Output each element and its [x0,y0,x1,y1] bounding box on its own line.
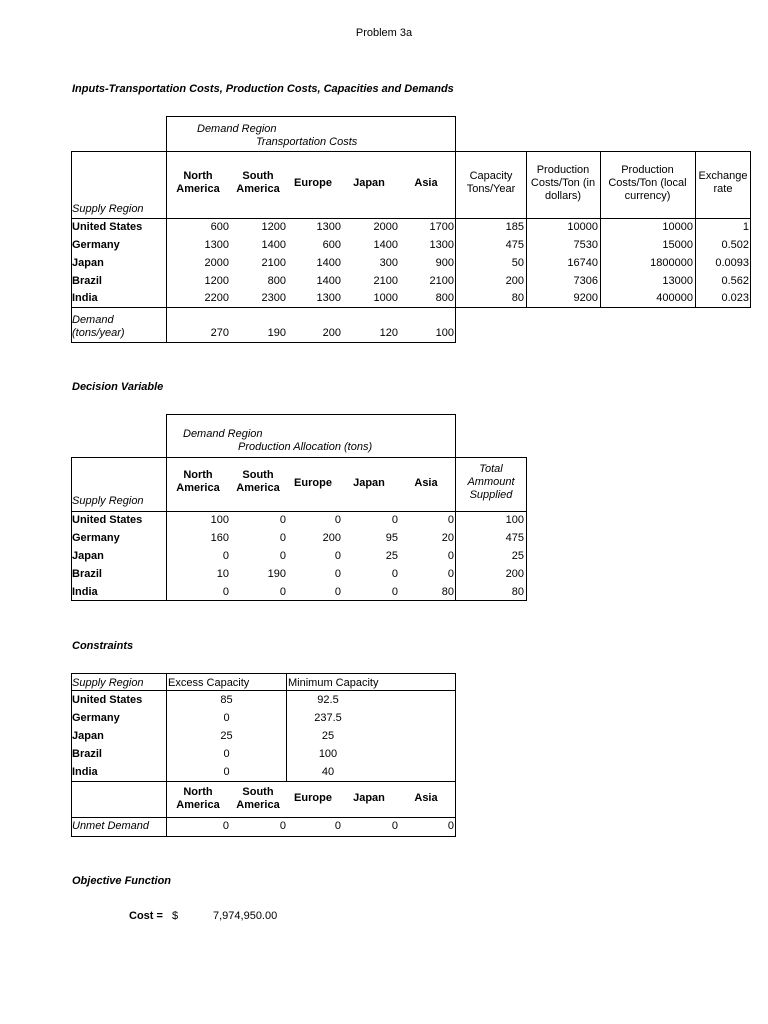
transport-cost-cell: 2000 [204,257,229,269]
unmet-demand-cell: 0 [391,820,398,832]
transport-cost-cell: 1200 [261,221,286,233]
supply-region-name: United States [72,514,143,526]
excess-capacity-label: Excess Capacity [168,677,250,689]
transport-cost-cell: 1300 [316,292,341,304]
unmet-demand-cell: 0 [447,820,454,832]
transport-cost-cell: 2100 [261,257,286,269]
demand-cell: 200 [322,327,341,339]
total-amount-label: Total Ammount Supplied [467,463,515,501]
prod-cost-local-cell: 15000 [662,239,693,251]
allocation-cell: 0 [279,586,286,598]
cost-value: 7,974,950.00 [213,910,278,922]
col-capacity: Capacity Tons/Year [466,170,516,195]
capacity-cell: 50 [511,257,524,269]
col-prod-local: Production Costs/Ton (local currency) [608,164,687,202]
decision-supply-region-label: Supply Region [72,495,144,507]
excess-capacity-cell: 85 [220,694,233,706]
minimum-capacity-cell: 25 [321,730,335,742]
supply-region-name: United States [72,694,143,706]
total-supplied-cell: 200 [505,568,524,580]
decision-col-japan: Japan [353,477,385,489]
minimum-capacity-cell: 40 [321,766,335,778]
constraints-col-asia: Asia [414,792,438,804]
allocation-cell: 0 [279,550,286,562]
allocation-cell: 0 [391,568,398,580]
demand-label: Demand [72,314,114,326]
transport-cost-cell: 2100 [429,275,454,287]
minimum-capacity-cell: 92.5 [317,694,339,706]
prod-cost-local-cell: 10000 [662,221,693,233]
exchange-rate-cell: 0.0093 [715,257,749,269]
constraints-col-south-america: South America [236,786,280,811]
transport-cost-cell: 900 [435,257,454,269]
allocation-cell: 0 [334,586,341,598]
transport-cost-cell: 1200 [204,275,229,287]
transport-cost-cell: 1300 [204,239,229,251]
capacity-cell: 475 [505,239,524,251]
allocation-cell: 0 [334,550,341,562]
total-supplied-cell: 100 [505,514,524,526]
currency-symbol: $ [172,910,179,922]
supply-region-name: Japan [72,550,104,562]
allocation-cell: 10 [216,568,229,580]
transport-cost-cell: 800 [435,292,454,304]
demand-cell: 100 [435,327,454,339]
constraints-heading: Constraints [72,640,134,652]
allocation-cell: 0 [222,550,229,562]
minimum-capacity-cell: 100 [318,748,338,760]
excess-capacity-cell: 0 [223,712,230,724]
transport-cost-cell: 2200 [204,292,229,304]
prod-cost-usd-cell: 7306 [573,275,598,287]
inputs-heading: Inputs-Transportation Costs, Production Costs, Capacities and Demands [72,83,454,95]
supply-region-name: Japan [72,257,104,269]
exchange-rate-cell: 0.502 [721,239,749,251]
transport-cost-cell: 600 [322,239,341,251]
demand-region-label: Demand Region [197,123,277,135]
total-supplied-cell: 80 [511,586,524,598]
transport-cost-cell: 2000 [373,221,398,233]
decision-col-asia: Asia [414,477,438,489]
decision-col-north-america: North America [176,469,220,494]
supply-region-name: Brazil [72,568,102,580]
excess-capacity-cell: 25 [220,730,233,742]
minimum-capacity-label: Minimum Capacity [288,677,379,689]
col-north-america: North America [176,170,220,195]
supply-region-name: Germany [72,239,120,251]
transport-cost-cell: 1300 [429,239,454,251]
supply-region-name: United States [72,221,143,233]
col-exchange: Exchange rate [698,170,748,195]
col-europe: Europe [294,177,332,189]
production-allocation-label: Production Allocation (tons) [238,441,373,453]
allocation-cell: 0 [334,514,341,526]
demand-cell: 190 [267,327,286,339]
constraints-col-europe: Europe [294,792,332,804]
transport-cost-cell: 1400 [316,275,341,287]
prod-cost-local-cell: 1800000 [650,257,693,269]
transport-cost-cell: 300 [379,257,398,269]
allocation-cell: 95 [385,532,398,544]
supply-region-name: Brazil [72,748,102,760]
constraints-supply-region-label: Supply Region [72,677,144,689]
allocation-cell: 0 [447,514,454,526]
unmet-demand-label: Unmet Demand [72,820,150,832]
transport-cost-cell: 800 [267,275,286,287]
demand-cell: 270 [210,327,229,339]
supply-region-name: Brazil [72,275,102,287]
supply-region-name: Germany [72,532,120,544]
total-supplied-cell: 25 [511,550,524,562]
transport-cost-cell: 2300 [261,292,286,304]
allocation-cell: 80 [441,586,454,598]
capacity-cell: 200 [505,275,524,287]
allocation-cell: 100 [210,514,229,526]
exchange-rate-cell: 1 [742,221,749,233]
demand-cell: 120 [379,327,398,339]
transport-cost-cell: 1000 [373,292,398,304]
unmet-demand-cell: 0 [279,820,286,832]
decision-col-south-america: South America [236,469,280,494]
unmet-demand-cell: 0 [334,820,341,832]
transportation-costs-label: Transportation Costs [256,136,358,148]
excess-capacity-cell: 0 [223,766,230,778]
capacity-cell: 185 [505,221,524,233]
prod-cost-usd-cell: 9200 [573,292,598,304]
decision-heading: Decision Variable [72,381,164,393]
supply-region-name: India [72,292,98,304]
allocation-cell: 0 [447,550,454,562]
transport-cost-cell: 1400 [316,257,341,269]
total-supplied-cell: 475 [505,532,524,544]
prod-cost-local-cell: 400000 [656,292,693,304]
transport-cost-cell: 1300 [316,221,341,233]
capacity-cell: 80 [511,292,524,304]
excess-capacity-cell: 0 [223,748,230,760]
allocation-cell: 190 [267,568,286,580]
col-asia: Asia [414,177,438,189]
prod-cost-local-cell: 13000 [662,275,693,287]
objective-heading: Objective Function [72,875,172,887]
prod-cost-usd-cell: 7530 [573,239,598,251]
supply-region-name: Germany [72,712,120,724]
allocation-cell: 0 [447,568,454,580]
allocation-cell: 20 [441,532,454,544]
allocation-cell: 0 [222,586,229,598]
exchange-rate-cell: 0.562 [721,275,749,287]
prod-cost-usd-cell: 16740 [567,257,598,269]
supply-region-label: Supply Region [72,203,144,215]
constraints-col-north-america: North America [176,786,220,811]
allocation-cell: 0 [391,514,398,526]
decision-demand-region-label: Demand Region [183,428,263,440]
allocation-cell: 200 [322,532,341,544]
supply-region-name: India [72,586,98,598]
cost-label: Cost = [129,910,163,922]
exchange-rate-cell: 0.023 [721,292,749,304]
transport-cost-cell: 600 [210,221,229,233]
transport-cost-cell: 1700 [429,221,454,233]
supply-region-name: India [72,766,98,778]
allocation-cell: 0 [279,532,286,544]
page-title: Problem 3a [355,27,413,39]
supply-region-name: Japan [72,730,104,742]
decision-col-europe: Europe [294,477,332,489]
allocation-cell: 160 [210,532,229,544]
col-prod-usd: Production Costs/Ton (in dollars) [530,164,596,202]
allocation-cell: 0 [334,568,341,580]
transport-cost-cell: 2100 [373,275,398,287]
col-south-america: South America [236,170,280,195]
transport-cost-cell: 1400 [373,239,398,251]
minimum-capacity-cell: 237.5 [314,712,342,724]
constraints-col-japan: Japan [353,792,385,804]
transport-cost-cell: 1400 [261,239,286,251]
allocation-cell: 0 [391,586,398,598]
unmet-demand-cell: 0 [222,820,229,832]
allocation-cell: 0 [279,514,286,526]
demand-unit-label: (tons/year) [72,327,125,339]
col-japan: Japan [353,177,385,189]
prod-cost-usd-cell: 10000 [567,221,598,233]
allocation-cell: 25 [385,550,398,562]
